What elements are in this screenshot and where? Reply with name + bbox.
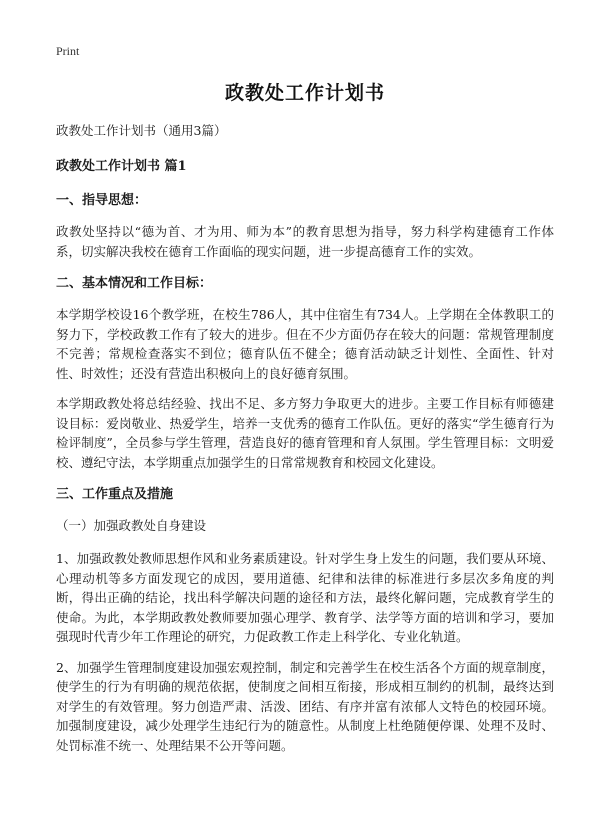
- document-subtitle: 政教处工作计划书（通用3篇）: [56, 123, 227, 138]
- section-heading-key-measures: 三、工作重点及措施: [56, 487, 174, 502]
- section-heading-guiding-ideology: 一、指导思想：: [56, 193, 148, 208]
- print-label: Print: [56, 44, 80, 58]
- section-heading-basic-situation: 二、基本情况和工作目标：: [56, 276, 213, 291]
- paragraph-guiding-ideology: 政教处坚持以“德为首、才为用、师为本”的教育思想为指导，努力科学构建德育工作体系，切实解决我校在德育工作面临的现实问题，进一步提高德育工作的实效。: [56, 224, 554, 259]
- paragraph-item-2: 2、加强学生管理制度建设加强宏观控制，制定和完善学生在校生活各个方面的规章制度，使学生的行为有明确的规范依据，使制度之间相互衔接，形成相互制约的机制，最终达到对学生的有效管理。努力创造严肃、活泼、团结、有序并富有浓郁人文特色的校园环境。加强制度建设，减少处理学生违纪行为的随意性。从制度上杜绝随便停课、处理不及时、处罚标准不统一、处理结果不公开等问题。: [56, 659, 554, 753]
- subheading-self-construction: （一）加强政教处自身建设: [56, 518, 207, 533]
- paragraph-work-goals: 本学期政教处将总结经验、找出不足、多方努力争取更大的进步。主要工作目标有师德建设目标：爱岗敬业、热爱学生，培养一支优秀的德育工作队伍。更好的落实“学生德育行为检评制度”，全员参与学生管理，营造良好的德育管理和育人氛围。学生管理目标：文明爱校、遵纪守法，本学期重点加强学生的日常常规教育和校园文化建设。: [56, 396, 554, 470]
- document-title: 政教处工作计划书: [224, 82, 385, 104]
- article-heading: 政教处工作计划书 篇1: [56, 159, 187, 174]
- paragraph-item-1: 1、加强政教处教师思想作风和业务素质建设。针对学生身上发生的问题，我们要从环境、心理动机等多方面发现它的成因，要用道德、纪律和法律的标准进行多层次多角度的判断，得出正确的结论，找出科学解决问题的途径和方法，最终化解问题，完成教育学生的使命。为此，本学期政教处教师要加强心理学、教育学、法学等方面的培训和学习，要加强现时代青少年工作理论的研究，力促政教工作走上科学化、专业化轨道。: [56, 551, 554, 644]
- paragraph-basic-situation: 本学期学校设16个教学班，在校生786人，其中住宿生有734人。上学期在全体教职工的努力下，学校政教工作有了较大的进步。但在不少方面仍存在较大的问题：常规管理制度不完善；常规检查落实不到位；德育队伍不健全；德育活动缺乏计划性、全面性、针对性、时效性；还没有营造出积极向上的良好德育氛围。: [56, 307, 554, 381]
